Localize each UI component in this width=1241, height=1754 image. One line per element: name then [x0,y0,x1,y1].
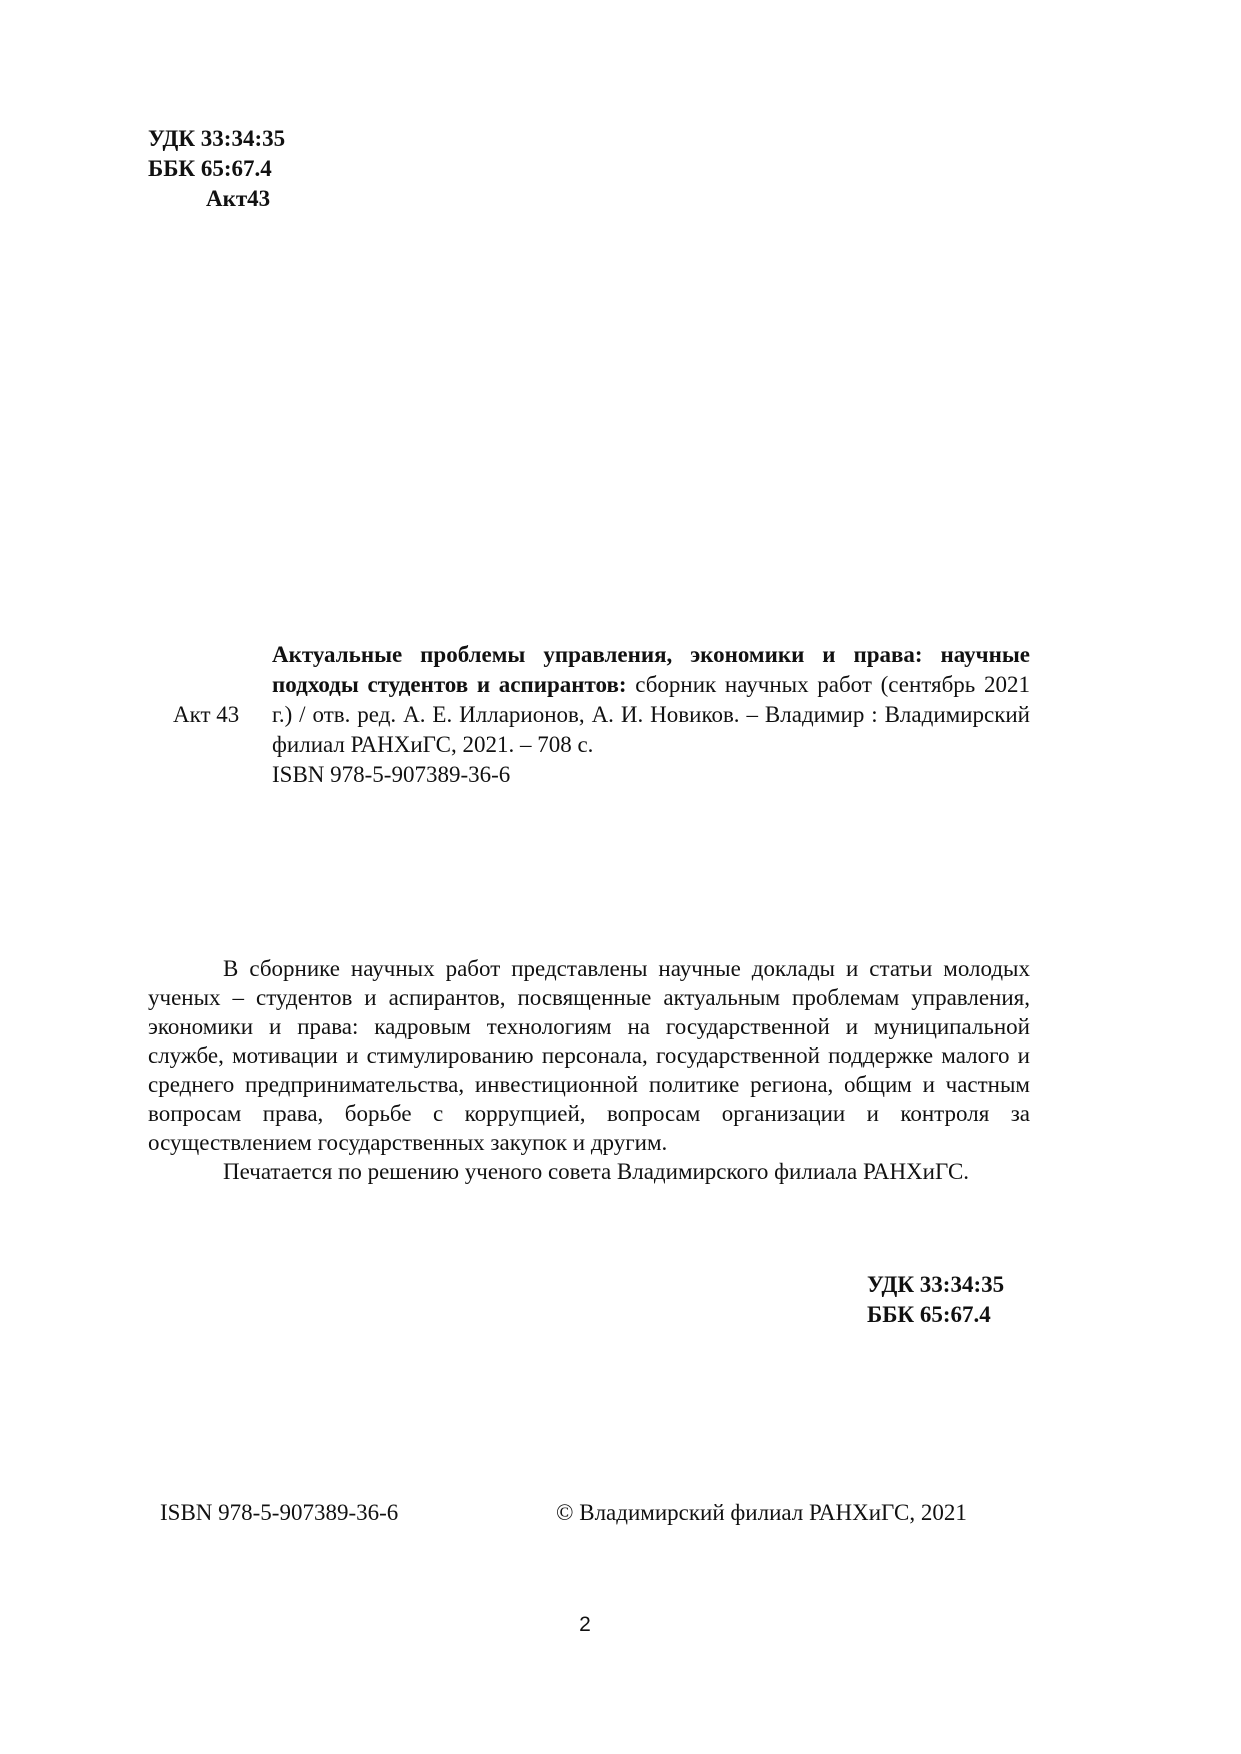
bottom-classification-codes [867,1270,1004,1330]
copyright-notice: © Владимирский филиал РАНХиГС, 2021 [556,1500,967,1525]
publication-note: Печатается по решению ученого совета Владимирского филиала РАНХиГС. [223,1159,970,1184]
page-number: 2 [579,1613,591,1636]
udk-code: УДК 33:34:35 [867,1272,1005,1297]
record-isbn: ISBN 978-5-907389-36-6 [272,762,511,787]
author-sign: Акт43 [206,186,271,211]
bbk-code: ББК 65:67.4 [148,156,272,181]
record-author-mark: Акт 43 [173,702,240,727]
bbk-code: ББК 65:67.4 [867,1302,991,1327]
record-title: Актуальные проблемы управления, экономики и права: научные подходы студентов и аспирантов: [272,642,1030,697]
annotation [148,954,1030,1186]
annotation-paragraph: В сборнике научных работ представлены научные доклады и статьи молодых ученых – студентов и аспирантов, посвященные актуальным проблемам управления, экономики и права: кадровым технологиям на государственной и муниципальной службе, мотивации и стимулированию персонала, государственной поддержке малого и среднего предпринимательства, инвестиционной политике региона, общим и частным вопросам права, борьбе с коррупцией, вопросам организации и контроля за осуществлением государственных закупок и другим. [148,956,1030,1155]
bibliographic-record [272,640,1030,790]
record-description: сборник научных работ (сентябрь 2021 г.) / отв. ред. А. Е. Илларионов, А. И. Новиков. – Владимир : Владимирский филиал РАНХиГС, 2021. – 708 с. [272,672,1030,757]
top-classification-codes [148,124,285,214]
footer-isbn: ISBN 978-5-907389-36-6 [160,1500,399,1525]
udk-code: УДК 33:34:35 [148,126,286,151]
